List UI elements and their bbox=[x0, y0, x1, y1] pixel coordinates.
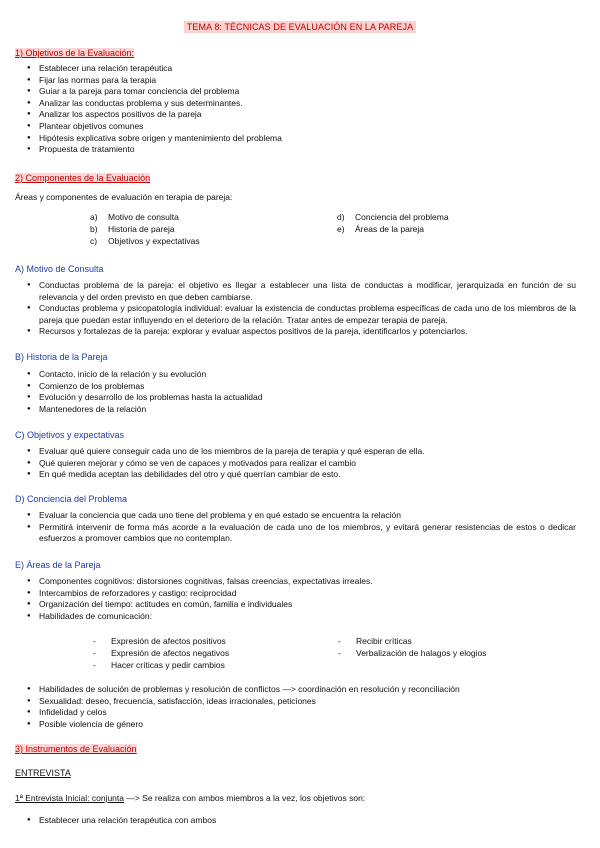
dash-marker: - bbox=[338, 648, 341, 658]
skill-text: Recibir críticas bbox=[356, 636, 412, 646]
list-item: ● Conductas problema de la pareja: el objetivo es llegar a establecer una lista de conductas a modificar, jerarquizada en función de su relevancia y del orden previsto en que deben cambiarse. bbox=[15, 280, 590, 303]
list-item: ● Habilidades de comunicación: bbox=[15, 611, 590, 623]
list-item: ● Contacto, inicio de la relación y su evolución bbox=[15, 369, 590, 381]
list-item: ● Analizar los aspectos positivos de la pareja bbox=[15, 109, 590, 121]
list-item: ● Hipótesis explicativa sobre origen y mantenimiento del problema bbox=[15, 133, 590, 145]
component-e bbox=[337, 224, 424, 234]
subsection-e-list-2 bbox=[15, 684, 590, 730]
skill-text: Expresión de afectos negativos bbox=[111, 648, 230, 658]
document-title-text: TEMA 8: TÉCNICAS DE EVALUACIÓN EN LA PAREJA bbox=[184, 21, 416, 33]
component-text: Objetivos y expectativas bbox=[108, 236, 200, 246]
document-title bbox=[0, 22, 600, 32]
section-3-heading bbox=[15, 744, 137, 754]
list-item: ● Habilidades de solución de problemas y resolución de conflictos —> coordinación en resolución y reconciliación bbox=[15, 684, 590, 696]
section-1-heading bbox=[15, 48, 134, 58]
components-grid bbox=[0, 212, 600, 252]
subsection-d-list bbox=[15, 510, 590, 545]
list-item: ● Qué quieren mejorar y cómo se ven de capaces y motivados para realizar el cambio bbox=[15, 458, 590, 470]
list-item: ● Organización del tiempo: actitudes en común, familia e individuales bbox=[15, 599, 590, 611]
list-item: ● Intercambios de reforzadores y castigo: reciprocidad bbox=[15, 588, 590, 600]
section-1-list bbox=[15, 63, 590, 156]
skill-item bbox=[93, 660, 225, 670]
list-item: ● Componentes cognitivos: distorsiones cognitivas, falsas creencias, expectativas irreales. bbox=[15, 576, 590, 588]
subsection-a-list bbox=[15, 280, 590, 338]
list-item: ● Establecer una relación terapéutica con ambos bbox=[15, 815, 590, 827]
component-text: Áreas de la pareja bbox=[355, 224, 424, 234]
communication-skills-grid bbox=[0, 636, 600, 676]
subsection-d-heading: D) Conciencia del Problema bbox=[15, 494, 128, 504]
section-3-list bbox=[15, 815, 590, 827]
dash-marker: - bbox=[93, 648, 96, 658]
list-item: ● Sexualidad: deseo, frecuencia, satisfacción, ideas irracionales, peticiones bbox=[15, 696, 590, 708]
list-item: ● Permitirá intervenir de forma más acorde a la evaluación de cada uno de los miembros, y evitará generar resistencias de estos o dedicar esfuerzos a promover cambios que no contemplan. bbox=[15, 522, 590, 545]
component-letter: b) bbox=[90, 224, 98, 234]
subsection-b-list bbox=[15, 369, 590, 415]
list-item: ● Infidelidad y celos bbox=[15, 707, 590, 719]
skill-item bbox=[338, 636, 412, 646]
list-item: ● Comienzo de los problemas bbox=[15, 381, 590, 393]
component-text: Conciencia del problema bbox=[355, 212, 449, 222]
skill-item bbox=[93, 636, 226, 646]
subsection-e-heading: E) Áreas de la Pareja bbox=[15, 560, 101, 570]
component-text: Motivo de consulta bbox=[108, 212, 179, 222]
component-b bbox=[90, 224, 175, 234]
dash-marker: - bbox=[338, 636, 341, 646]
list-item: ● Propuesta de tratamiento bbox=[15, 144, 590, 156]
section-3-heading-text: 3) Instrumentos de Evaluación bbox=[15, 744, 137, 754]
first-interview-label: 1ª Entrevista Inicial: conjunta bbox=[15, 793, 124, 803]
list-item: ● Plantear objetivos comunes bbox=[15, 121, 590, 133]
first-interview-line bbox=[15, 793, 365, 803]
component-letter: e) bbox=[337, 224, 345, 234]
list-item: ● Posible violencia de género bbox=[15, 719, 590, 731]
subsection-c-list bbox=[15, 446, 590, 481]
section-1-heading-text: 1) Objetivos de la Evaluación bbox=[15, 48, 132, 58]
list-item: ● Analizar las conductas problema y sus determinantes. bbox=[15, 98, 590, 110]
component-a bbox=[90, 212, 179, 222]
entrevista-heading: ENTREVISTA bbox=[15, 768, 71, 778]
skill-item bbox=[338, 648, 487, 658]
component-d bbox=[337, 212, 449, 222]
list-item: ● Mantenedores de la relación bbox=[15, 404, 590, 416]
section-2-heading-text: 2) Componentes de la Evaluación bbox=[15, 173, 151, 183]
skill-text: Hacer críticas y pedir cambios bbox=[111, 660, 225, 670]
component-letter: d) bbox=[337, 212, 345, 222]
list-item: ● Evaluar qué quiere conseguir cada uno de los miembros de la pareja de terapia y qué esperan de ella. bbox=[15, 446, 590, 458]
list-item: ● Recursos y fortalezas de la pareja: explorar y evaluar aspectos positivos de la pareja, identificarlos y potenciarlos. bbox=[15, 326, 590, 338]
component-letter: c) bbox=[90, 236, 98, 246]
list-item: ● Fijar las normas para la terapia bbox=[15, 75, 590, 87]
list-item: ● Establecer una relación terapéutica bbox=[15, 63, 590, 75]
list-item: ● Guiar a la pareja para tomar conciencia del problema bbox=[15, 86, 590, 98]
subsection-c-heading: C) Objetivos y expectativas bbox=[15, 430, 125, 440]
section-2-intro: Áreas y componentes de evaluación en terapia de pareja: bbox=[15, 192, 233, 202]
skill-text: Expresión de afectos positivos bbox=[111, 636, 226, 646]
section-1-colon: : bbox=[131, 48, 135, 58]
list-item: ● Evolución y desarrollo de los problemas hasta la actualidad bbox=[15, 392, 590, 404]
list-item: ● Conductas problema y psicopatología individual: evaluar la existencia de conductas problema específicas de cada uno de los miembros de la pareja que puedan estar influyendo en el deterioro de la relación. Tratar antes de empezar terapia de pareja. bbox=[15, 303, 590, 326]
subsection-b-heading: B) Historia de la Pareja bbox=[15, 352, 108, 362]
first-interview-desc: —> Se realiza con ambos miembros a la vez, los objetivos son: bbox=[123, 793, 366, 803]
list-item: ● Evaluar la conciencia que cada uno tiene del problema y en qué estado se encuentra la relación bbox=[15, 510, 590, 522]
subsection-a-heading: A) Motivo de Consulta bbox=[15, 264, 104, 274]
component-text: Historia de pareja bbox=[108, 224, 175, 234]
section-2-heading bbox=[15, 173, 150, 183]
skill-text: Verbalización de halagos y elogios bbox=[356, 648, 487, 658]
list-item: ● En qué medida aceptan las debilidades del otro y qué querrían cambiar de esto. bbox=[15, 469, 590, 481]
component-letter: a) bbox=[90, 212, 98, 222]
subsection-e-list bbox=[15, 576, 590, 622]
skill-item bbox=[93, 648, 230, 658]
dash-marker: - bbox=[93, 636, 96, 646]
component-c bbox=[90, 236, 200, 246]
dash-marker: - bbox=[93, 660, 96, 670]
